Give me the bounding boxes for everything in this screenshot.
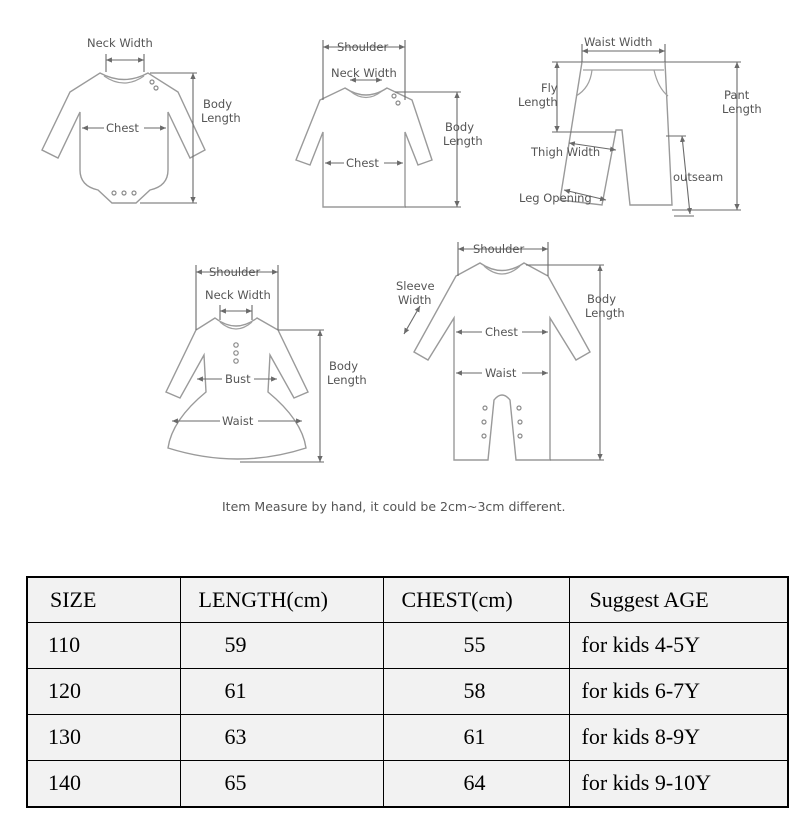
header-size: SIZE bbox=[27, 577, 180, 623]
pants-thigh-width-label: Thigh Width bbox=[531, 145, 601, 159]
pants-waist-width-label: Waist Width bbox=[584, 35, 653, 49]
age-cell: for kids 9-10Y bbox=[569, 760, 788, 807]
size-cell: 130 bbox=[27, 714, 180, 760]
size-cell: 140 bbox=[27, 760, 180, 807]
dress-diagram bbox=[166, 265, 367, 462]
bodysuit-neck-width-label: Neck Width bbox=[87, 36, 153, 50]
romper-diagram bbox=[396, 242, 625, 460]
bodysuit-chest-label: Chest bbox=[106, 121, 139, 135]
dress-shoulder-label: Shoulder bbox=[209, 265, 261, 279]
bodysuit-body-length-label-1: Body bbox=[203, 97, 233, 111]
pants-outline bbox=[560, 62, 672, 205]
size-cell: 110 bbox=[27, 623, 180, 669]
size-table bbox=[26, 576, 789, 808]
pants-pant-length-label-2: Length bbox=[722, 102, 762, 116]
romper-sleeve-width-label-2: Width bbox=[398, 293, 432, 307]
top-shoulder-label: Shoulder bbox=[337, 40, 389, 54]
dress-body-length-label-1: Body bbox=[329, 359, 359, 373]
length-cell: 61 bbox=[180, 668, 383, 714]
age-cell: for kids 6-7Y bbox=[569, 668, 788, 714]
table-row bbox=[27, 714, 788, 760]
table-row bbox=[27, 623, 788, 669]
bodysuit-outline bbox=[42, 73, 205, 203]
romper-chest-label: Chest bbox=[485, 325, 518, 339]
chest-cell: 64 bbox=[383, 760, 569, 807]
chest-cell: 61 bbox=[383, 714, 569, 760]
top-chest-label: Chest bbox=[346, 156, 379, 170]
size-table-header-row bbox=[27, 577, 788, 623]
top-diagram bbox=[296, 40, 483, 207]
age-cell: for kids 8-9Y bbox=[569, 714, 788, 760]
measurement-note: Item Measure by hand, it could be 2cm~3cm different. bbox=[222, 499, 566, 514]
length-cell: 65 bbox=[180, 760, 383, 807]
chest-cell: 58 bbox=[383, 668, 569, 714]
table-row bbox=[27, 668, 788, 714]
romper-body-length-label-1: Body bbox=[587, 292, 617, 306]
pants-pant-length-label-1: Pant bbox=[724, 88, 750, 102]
bodysuit-diagram bbox=[42, 36, 241, 203]
chest-cell: 55 bbox=[383, 623, 569, 669]
length-cell: 63 bbox=[180, 714, 383, 760]
top-outline bbox=[296, 88, 432, 207]
top-neck-width-label: Neck Width bbox=[331, 66, 397, 80]
dress-neck-width-label: Neck Width bbox=[205, 288, 271, 302]
dress-waist-label: Waist bbox=[222, 414, 254, 428]
size-cell: 120 bbox=[27, 668, 180, 714]
pants-leg-opening-label: Leg Opening bbox=[519, 191, 592, 205]
pants-fly-length-label-1: Fly bbox=[541, 81, 558, 95]
top-body-length-label-2: Length bbox=[443, 134, 483, 148]
dress-bust-label: Bust bbox=[225, 372, 251, 386]
age-cell: for kids 4-5Y bbox=[569, 623, 788, 669]
dress-body-length-label-2: Length bbox=[327, 373, 367, 387]
pants-fly-length-label-2: Length bbox=[518, 95, 558, 109]
romper-body-length-label-2: Length bbox=[585, 306, 625, 320]
header-suggest-age: Suggest AGE bbox=[569, 577, 788, 623]
romper-waist-label: Waist bbox=[485, 366, 517, 380]
header-length: LENGTH(cm) bbox=[180, 577, 383, 623]
romper-outline bbox=[414, 263, 590, 460]
length-cell: 59 bbox=[180, 623, 383, 669]
bodysuit-body-length-label-2: Length bbox=[201, 111, 241, 125]
pants-diagram bbox=[518, 35, 762, 216]
top-body-length-label-1: Body bbox=[445, 120, 475, 134]
header-chest: CHEST(cm) bbox=[383, 577, 569, 623]
romper-shoulder-label: Shoulder bbox=[473, 242, 525, 256]
romper-sleeve-width-label-1: Sleeve bbox=[396, 279, 435, 293]
dress-outline bbox=[166, 318, 308, 459]
table-row bbox=[27, 760, 788, 807]
pants-outseam-label: outseam bbox=[673, 170, 724, 184]
